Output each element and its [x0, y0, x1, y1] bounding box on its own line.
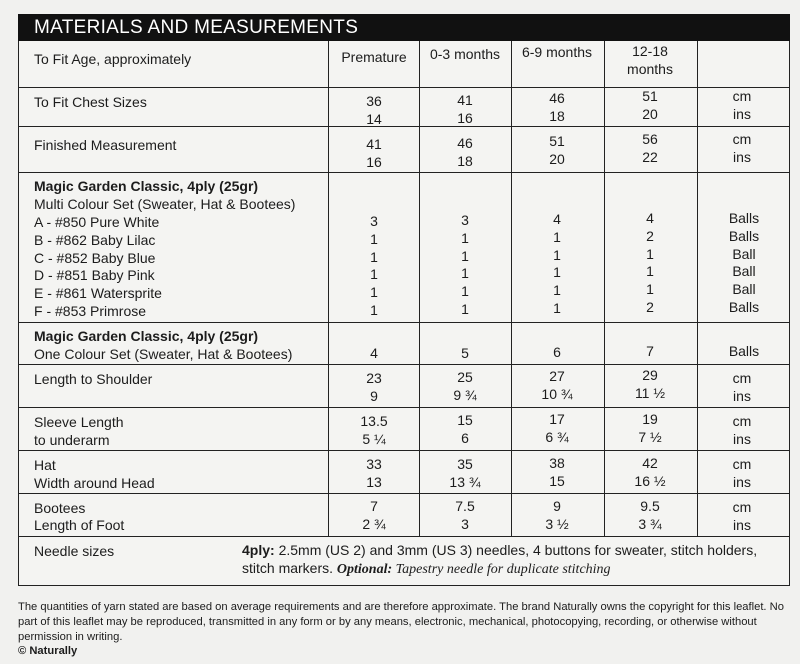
yarn-qty: 1 — [646, 263, 654, 279]
one-set-heading: Magic Garden Classic, 4ply (25gr) — [34, 328, 259, 344]
finished-cm: 41 — [366, 136, 382, 152]
needle-sizes-text — [242, 541, 772, 579]
yarn-unit: Ball — [732, 281, 756, 297]
chest-ins: 20 — [642, 106, 658, 122]
unit-ins: ins — [733, 431, 751, 447]
hat-sublabel: Width around Head — [34, 475, 155, 491]
col-12-18: 12-18 — [632, 43, 668, 59]
age-label: To Fit Age, approximately — [34, 51, 192, 67]
yarn-row-label: C - #852 Baby Blue — [34, 250, 156, 266]
one-set-qty: 7 — [646, 343, 654, 359]
sleeve-cm: 15 — [457, 412, 473, 428]
unit-cm: cm — [732, 499, 752, 515]
bootees-ins: 2 ¾ — [362, 516, 386, 532]
sleeve-ins: 6 — [461, 430, 469, 446]
yarn-qty: 1 — [461, 301, 469, 317]
chest-cm: 46 — [549, 90, 565, 106]
yarn-unit: Balls — [728, 228, 760, 244]
bootees-ins: 3 ¾ — [638, 516, 662, 532]
needle-sizes-label: Needle sizes — [34, 543, 115, 559]
unit-ins: ins — [733, 388, 751, 404]
hat-cm: 38 — [549, 455, 565, 471]
row-divider — [18, 407, 790, 408]
shoulder-cm: 29 — [642, 367, 658, 383]
sleeve-ins: 5 ¼ — [362, 431, 386, 447]
yarn-qty: 1 — [553, 300, 561, 316]
unit-cm: cm — [732, 456, 752, 472]
unit-ins: ins — [733, 474, 751, 490]
sleeve-sublabel: to underarm — [34, 432, 110, 448]
row-divider — [18, 536, 790, 537]
yarn-qty: 1 — [553, 229, 561, 245]
footer-disclaimer: The quantities of yarn stated are based on average requirements and are therefore approximate. The brand Naturally owns the copyright for this leaflet. No part of this leaflet may be reproduced, transmitted in any form or by any means, electronic, mechanical, photocopying, recording, or otherwise without permission in writing. — [18, 601, 784, 643]
unit-cm: cm — [732, 131, 752, 147]
col-12-18-months: months — [627, 61, 673, 77]
chest-ins: 18 — [549, 108, 565, 124]
hat-ins: 16 ½ — [634, 473, 666, 489]
shoulder-cm: 23 — [366, 370, 382, 386]
yarn-qty: 1 — [370, 231, 378, 247]
col-premature: Premature — [341, 49, 407, 65]
multi-set-subheading: Multi Colour Set (Sweater, Hat & Bootees) — [34, 196, 296, 212]
bootees-ins: 3 — [461, 516, 469, 532]
shoulder-ins: 10 ¾ — [541, 386, 573, 402]
yarn-row-label: B - #862 Baby Lilac — [34, 232, 156, 248]
finished-label: Finished Measurement — [34, 137, 177, 153]
yarn-row-label: F - #853 Primrose — [34, 303, 147, 319]
needle-ply: 4ply: — [242, 542, 275, 558]
yarn-qty: 1 — [370, 249, 378, 265]
chest-ins: 16 — [457, 110, 473, 126]
yarn-qty: 4 — [646, 210, 654, 226]
finished-cm: 56 — [642, 131, 658, 147]
hat-cm: 35 — [457, 456, 473, 472]
bootees-label: Bootees — [34, 500, 86, 516]
yarn-qty: 2 — [646, 299, 654, 315]
sleeve-cm: 17 — [549, 411, 565, 427]
unit-ins: ins — [733, 106, 751, 122]
sleeve-cm: 19 — [642, 411, 658, 427]
one-set-label: One Colour Set (Sweater, Hat & Bootees) — [34, 346, 293, 362]
hat-cm: 42 — [642, 455, 658, 471]
bootees-cm: 9.5 — [640, 498, 660, 514]
sleeve-ins: 6 ¾ — [545, 429, 569, 445]
optional-label: Optional: — [336, 562, 393, 577]
hat-label: Hat — [34, 457, 56, 473]
row-divider — [18, 493, 790, 494]
bootees-cm: 7.5 — [455, 498, 475, 514]
shoulder-label: Length to Shoulder — [34, 371, 153, 387]
unit-cm: cm — [732, 370, 752, 386]
finished-ins: 20 — [549, 151, 565, 167]
shoulder-cm: 27 — [549, 368, 565, 384]
yarn-unit: Balls — [728, 299, 760, 315]
yarn-qty: 1 — [461, 283, 469, 299]
multi-set-heading: Magic Garden Classic, 4ply (25gr) — [34, 178, 259, 194]
shoulder-ins: 9 — [370, 388, 378, 404]
row-divider — [18, 322, 790, 323]
chest-cm: 36 — [366, 93, 382, 109]
hat-ins: 13 ¾ — [449, 474, 481, 490]
yarn-qty: 1 — [461, 265, 469, 281]
yarn-qty: 3 — [370, 213, 378, 229]
unit-ins: ins — [733, 517, 751, 533]
one-set-qty: 4 — [370, 345, 378, 361]
yarn-unit: Ball — [732, 246, 756, 262]
yarn-qty: 1 — [370, 302, 378, 318]
yarn-qty: 1 — [553, 247, 561, 263]
chest-ins: 14 — [366, 111, 382, 127]
yarn-unit: Balls — [728, 210, 760, 226]
sleeve-ins: 7 ½ — [638, 429, 662, 445]
sleeve-cm: 13.5 — [360, 413, 388, 429]
unit-cm: cm — [732, 88, 752, 104]
sleeve-label: Sleeve Length — [34, 414, 124, 430]
bootees-cm: 9 — [553, 498, 561, 514]
yarn-qty: 1 — [461, 248, 469, 264]
one-set-qty: 5 — [461, 345, 469, 361]
yarn-qty: 1 — [646, 281, 654, 297]
needle-details: 2.5mm (US 2) and 3mm (US 3) needles, 4 buttons for sweater, stitch holders, stitch markers. — [242, 542, 758, 576]
yarn-qty: 1 — [461, 230, 469, 246]
col-0-3-months: 0-3 months — [429, 46, 501, 62]
shoulder-ins: 11 ½ — [634, 385, 666, 401]
column-divider — [697, 41, 698, 536]
yarn-qty: 1 — [370, 284, 378, 300]
shoulder-ins: 9 ¾ — [453, 387, 477, 403]
bootees-ins: 3 ½ — [545, 516, 569, 532]
chest-cm: 41 — [457, 92, 473, 108]
finished-cm: 46 — [457, 135, 473, 151]
one-set-unit: Balls — [728, 343, 760, 359]
yarn-qty: 3 — [461, 212, 469, 228]
chest-label: To Fit Chest Sizes — [34, 94, 147, 110]
table-title: MATERIALS AND MEASUREMENTS — [34, 17, 359, 38]
unit-ins: ins — [733, 149, 751, 165]
chest-cm: 51 — [642, 88, 658, 104]
col-6-9-months: 6-9 months — [521, 44, 593, 60]
hat-ins: 15 — [549, 473, 565, 489]
yarn-unit: Ball — [732, 263, 756, 279]
optional-text: Tapestry needle for duplicate stitching — [392, 562, 611, 577]
row-divider — [18, 172, 790, 173]
row-divider — [18, 450, 790, 451]
yarn-row-label: A - #850 Pure White — [34, 214, 160, 230]
yarn-qty: 1 — [553, 264, 561, 280]
bootees-cm: 7 — [370, 498, 378, 514]
yarn-row-label: E - #861 Watersprite — [34, 285, 162, 301]
finished-ins: 22 — [642, 149, 658, 165]
finished-ins: 18 — [457, 153, 473, 169]
finished-ins: 16 — [366, 154, 382, 170]
yarn-qty: 1 — [646, 246, 654, 262]
yarn-qty: 1 — [370, 266, 378, 282]
hat-cm: 33 — [366, 456, 382, 472]
yarn-qty: 4 — [553, 211, 561, 227]
row-divider — [18, 364, 790, 365]
yarn-qty: 2 — [646, 228, 654, 244]
hat-ins: 13 — [366, 474, 382, 490]
unit-cm: cm — [732, 413, 752, 429]
one-set-qty: 6 — [553, 344, 561, 360]
yarn-row-label: D - #851 Baby Pink — [34, 267, 155, 283]
finished-cm: 51 — [549, 133, 565, 149]
copyright: © Naturally — [18, 645, 78, 657]
bootees-sublabel: Length of Foot — [34, 517, 125, 533]
shoulder-cm: 25 — [457, 369, 473, 385]
yarn-qty: 1 — [553, 282, 561, 298]
